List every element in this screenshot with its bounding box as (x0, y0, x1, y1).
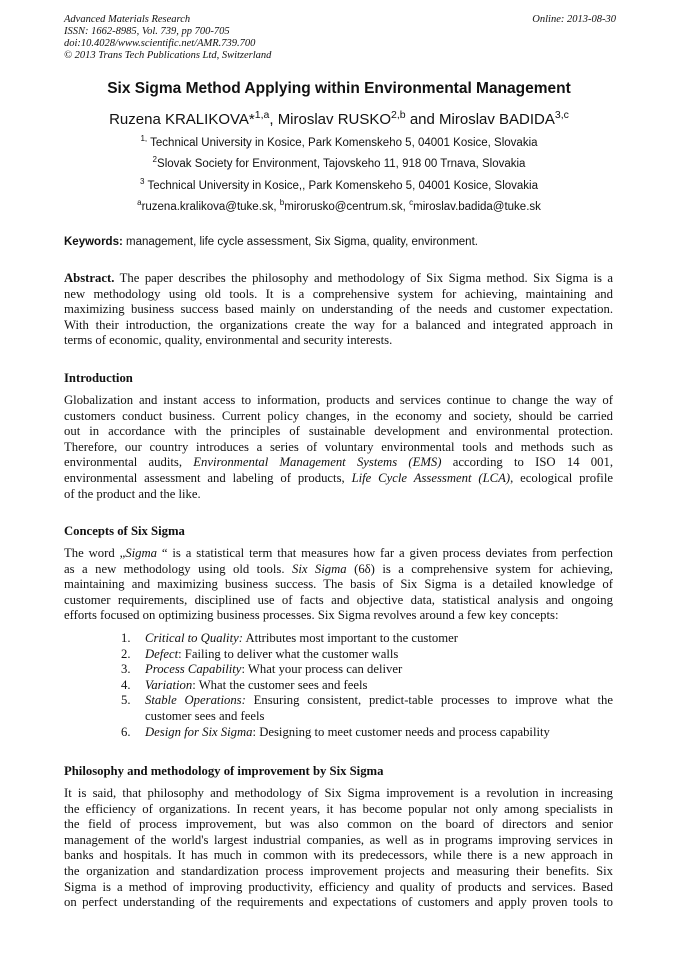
email-mark: c (409, 198, 414, 208)
paragraph-line (64, 546, 613, 562)
affiliation-text: Technical University in Kosice, Park Komenskeho 5, 04001 Kosice, Slovakia (147, 137, 538, 149)
abstract-label: Abstract. (64, 271, 115, 285)
section-heading-philosophy: Philosophy and methodology of improvement by Six Sigma (64, 764, 384, 778)
list-number: 1. (121, 631, 131, 645)
list-item (64, 678, 613, 694)
paragraph-line: banks and hospitals. It has much in common with its predecessors, while there is a new approach in (64, 848, 613, 863)
author-1: Ruzena KRALIKOVA* (109, 111, 255, 128)
abstract-line: terms of economic, quality, environmental and security interests. (64, 333, 393, 348)
list-term: Stable Operations: (145, 693, 246, 708)
paragraph-line: management of the world's largest industrial companies, as well as in programs improving services in (64, 832, 613, 847)
list-item-text (145, 662, 613, 678)
paragraph-line: of the product and the like. (64, 486, 201, 501)
philosophy-paragraph (64, 786, 613, 911)
emphasis: Life Cycle Assessment (LCA) (351, 470, 511, 485)
list-item-text (145, 693, 613, 724)
paragraph-line: Sigma is a method of improving productivity, efficiency and quality of products and services. Based (64, 879, 613, 894)
author-emails (0, 198, 678, 213)
list-item (64, 647, 613, 663)
author-3: Miroslav BADIDA (439, 111, 555, 128)
list-term: Variation (145, 677, 193, 692)
section-heading-concepts: Concepts of Six Sigma (64, 524, 185, 538)
paragraph-line: maintaining and maximizing business success. The basis of Six Sigma is a detailed knowledge of (64, 577, 613, 592)
list-number: 3. (121, 662, 131, 677)
introduction-paragraph (64, 393, 613, 502)
text-run: , ecological profile (510, 470, 613, 485)
paragraph-line: Globalization and instant access to information, products and services continue to change the way of (64, 393, 613, 407)
author-separator: , (269, 111, 278, 128)
paragraph-line: the field of process improvement, but was also common on the board of directors and senior (64, 817, 613, 832)
list-number: 4. (121, 677, 131, 692)
emphasis: Sigma (125, 546, 157, 560)
copyright-line: © 2013 Trans Tech Publications Ltd, Switzerland (64, 50, 272, 61)
paragraph-line: It is said, that philosophy and methodology of Six Sigma improvement is a revolution in increasing (64, 786, 613, 800)
paragraph-line: on perfect understanding of the requirements and expectations of customers and apply proven tools to (64, 895, 613, 910)
section-heading-introduction: Introduction (64, 371, 133, 385)
list-item (64, 725, 613, 741)
list-term: Process Capability (145, 662, 242, 677)
list-item-text (145, 678, 613, 694)
list-term: Critical to Quality: (145, 631, 243, 645)
keywords-label: Keywords: (64, 236, 123, 248)
list-item (64, 693, 613, 724)
email-mark: a (137, 198, 142, 208)
list-item-text (145, 647, 613, 663)
affiliation-text: Technical University in Kosice,, Park Komenskeho 5, 04001 Kosice, Slovakia (144, 180, 539, 192)
paragraph-line: customer requirements, disciplined use of facts and objective data, statistical analysis and ongoing (64, 592, 613, 607)
author-separator: and (405, 111, 440, 128)
issn-line: ISSN: 1662-8985, Vol. 739, pp 700-705 (64, 26, 230, 37)
paragraph-line (64, 455, 613, 471)
list-desc: : Failing to deliver what the customer walls (178, 646, 399, 661)
affiliation-3 (0, 177, 678, 192)
email-a: ruzena.kralikova@tuke.sk, (141, 201, 280, 213)
affiliation-mark: 1, (140, 134, 148, 144)
abstract (64, 271, 613, 349)
affiliation-text: Slovak Society for Environment, Tajovskeho 11, 918 00 Trnava, Slovakia (157, 158, 526, 170)
list-item-text (145, 631, 613, 647)
journal-name: Advanced Materials Research (64, 14, 191, 25)
text-run: environmental assessment and labeling of products, (64, 470, 352, 485)
text-run: according to ISO 14 001, (441, 455, 613, 470)
list-item (64, 631, 613, 647)
list-desc: : What your process can deliver (241, 662, 403, 677)
doi-line: doi:10.4028/www.scientific.net/AMR.739.700 (64, 38, 256, 49)
affiliation-mark: 3 (139, 177, 145, 187)
keywords-text: management, life cycle assessment, Six Sigma, quality, environment. (122, 236, 478, 248)
list-term: Design for Six Sigma (145, 724, 253, 739)
email-mark: b (279, 198, 285, 208)
author-1-mark: 1,a (254, 109, 270, 121)
list-item-text (145, 725, 613, 741)
paragraph-line: customers conduct business. Current policy changes, in the economy and society, should be carried (64, 408, 613, 423)
concepts-paragraph (64, 546, 613, 624)
paragraph-line: the efficiency of organizations. In recent years, it has become popular not only among specialists in (64, 801, 613, 816)
abstract-text: The paper describes the philosophy and methodology of Six Sigma method. Six Sigma is a (114, 271, 613, 285)
list-desc: : Designing to meet customer needs and process capability (252, 724, 550, 739)
email-b: mirorusko@centrum.sk, (284, 201, 410, 213)
author-list (0, 111, 678, 128)
abstract-line (64, 271, 613, 287)
paper-title: Six Sigma Method Applying within Environmental Management (107, 80, 571, 97)
author-2-mark: 2,b (391, 109, 406, 121)
paragraph-line: the organization and standardization process improvement projects and measuring their benefits. Six (64, 863, 613, 878)
paragraph-line: Therefore, our country introduces a series of voluntary environmental tools and methods such as (64, 439, 613, 454)
online-date: Online: 2013-08-30 (532, 14, 616, 25)
affiliation-1 (0, 134, 678, 149)
journal-header (64, 14, 616, 62)
text-run: The word „ (64, 546, 126, 560)
affiliation-mark: 2 (152, 155, 158, 165)
author-2: Miroslav RUSKO (277, 111, 392, 128)
author-3-mark: 3,c (554, 109, 569, 121)
list-desc: Attributes most important to the customer (242, 631, 458, 645)
list-item (64, 662, 613, 678)
list-number: 2. (121, 646, 131, 661)
key-concepts-list (64, 631, 613, 740)
text-run: environmental audits, (64, 455, 194, 470)
emphasis: Environmental Management Systems (EMS) (193, 455, 442, 470)
list-number: 5. (121, 693, 131, 708)
affiliation-2 (0, 155, 678, 170)
abstract-line: new methodology using old tools. It is a comprehensive system for achieving, maintaining and (64, 286, 613, 301)
abstract-line: maximizing business success based mainly on understanding of the needs and customer expectation. (64, 302, 613, 317)
keywords (64, 236, 616, 248)
list-desc: Ensuring consistent, predict-table processes to improve what the customer sees and feels (145, 693, 613, 723)
text-run: “ is a statistical term that measures how far a given process deviates from perfection (156, 546, 613, 560)
paragraph-line (64, 562, 613, 578)
list-term: Defect (145, 646, 179, 661)
emphasis: Six Sigma (291, 561, 347, 576)
list-desc: : What the customer sees and feels (192, 677, 368, 692)
paragraph-line: efforts focused on optimizing business processes. Six Sigma revolves around a few key concepts: (64, 608, 559, 623)
paragraph-line (64, 471, 613, 487)
text-run: (6δ) is a comprehensive system for achieving, (346, 561, 613, 576)
abstract-line: With their introduction, the organizations create the way for a balanced and integrated approach in (64, 317, 613, 332)
paragraph-line: out in accordance with the principles of sustainable development and environmental protection. (64, 424, 613, 439)
email-c: miroslav.badida@tuke.sk (413, 201, 541, 213)
list-number: 6. (121, 724, 131, 739)
text-run: as a new methodology using old tools. (64, 561, 292, 576)
